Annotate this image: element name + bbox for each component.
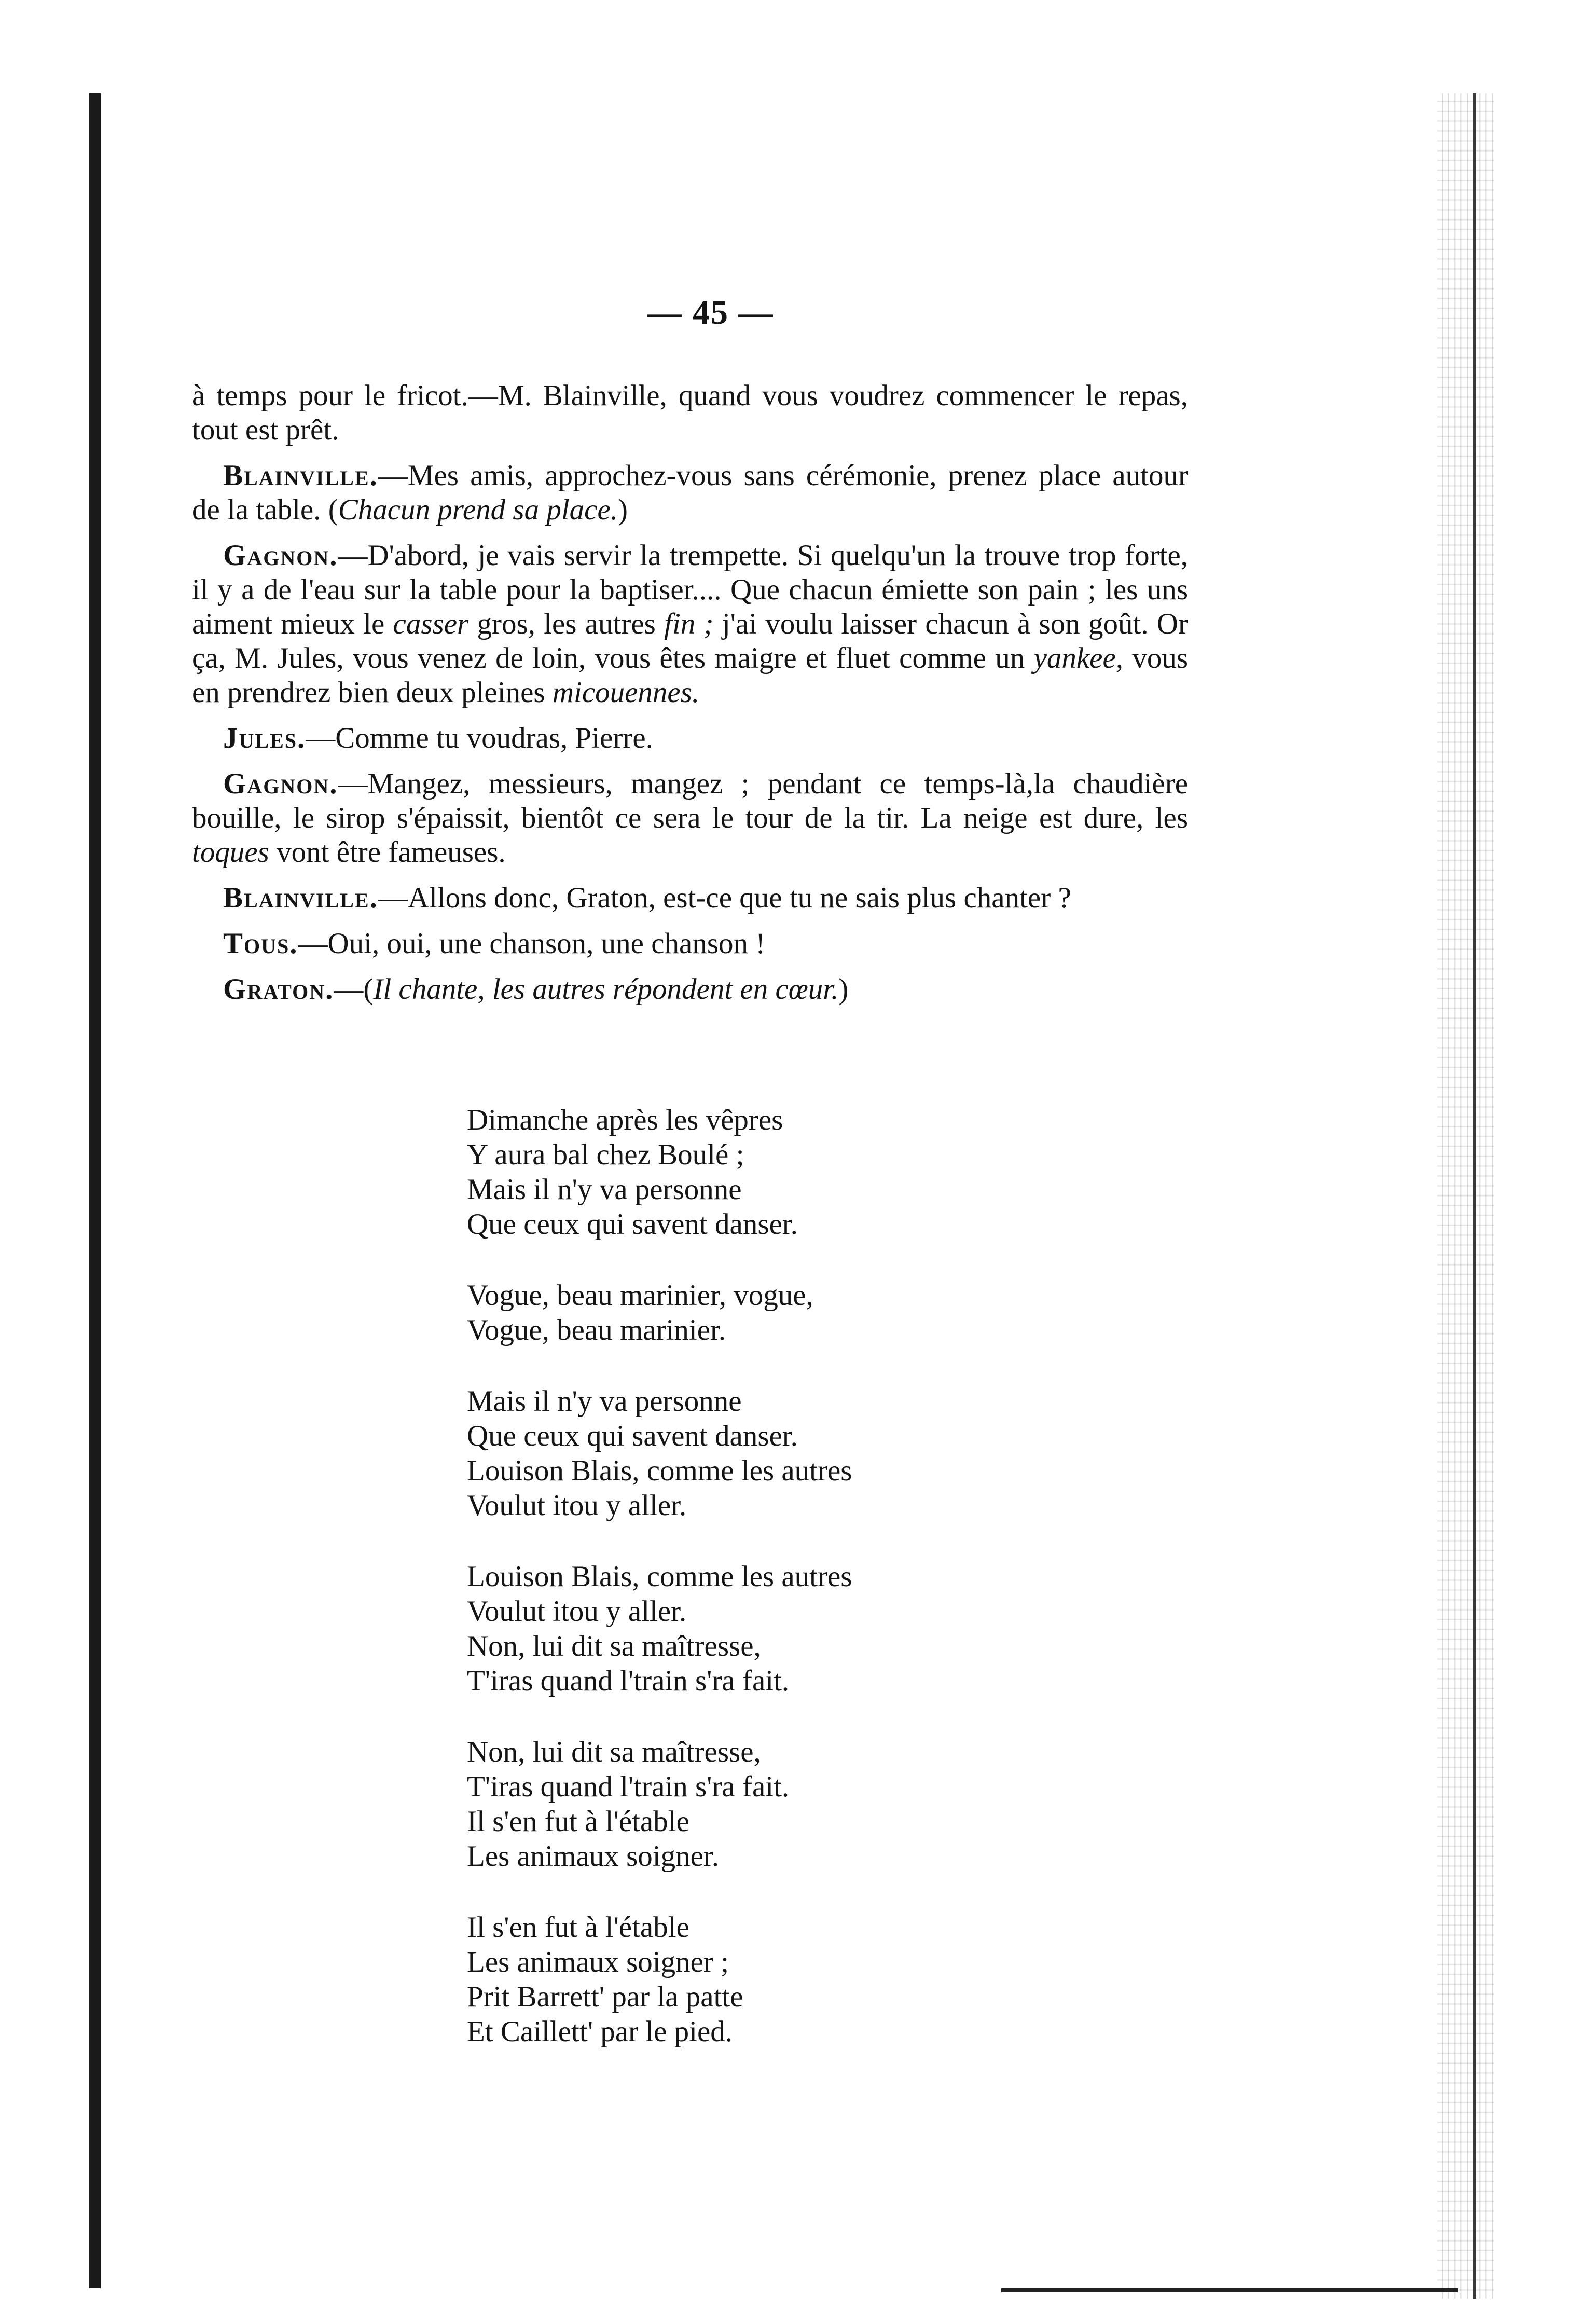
song-stanza	[467, 1910, 1141, 2049]
song-verse-line: Il s'en fut à l'étable	[467, 1911, 689, 1944]
dialogue-paragraph	[192, 767, 1188, 870]
song-verse-line: Louison Blais, comme les autres	[467, 1454, 852, 1487]
speaker-name: Tous.	[223, 927, 298, 960]
dialogue-text-segment: )	[618, 493, 628, 526]
dialogue-text-segment: gros, les autres	[468, 608, 665, 640]
dialogue-text-segment: vont être fameuses.	[269, 836, 506, 869]
page-number: — 45 —	[647, 294, 774, 332]
dialogue-text-segment: —Mangez, messieurs, mangez ; pendant ce temps-là,la chaudière bouille, le sirop s'épaissit, bientôt ce sera le tour de la tir. La neige est dure, les	[192, 767, 1188, 834]
italic-text: micouennes.	[552, 676, 700, 709]
song-verse-line: T'iras quand l'train s'ra fait.	[467, 1770, 790, 1803]
song-verse-line: Dimanche après les vêpres	[467, 1104, 783, 1136]
dialogue-text-segment: )	[838, 973, 849, 1006]
dialogue-text-segment: —(	[334, 973, 374, 1006]
speaker-name: Blainville.	[223, 459, 378, 492]
dialogue-text-segment: —Allons donc, Graton, est-ce que tu ne sais plus chanter ?	[378, 882, 1071, 914]
italic-text: Chacun prend sa place.	[338, 493, 618, 526]
italic-text: toques	[192, 836, 269, 869]
italic-text: Il chante, les autres répondent en cœur.	[373, 973, 839, 1006]
speaker-name: Graton.	[223, 973, 334, 1006]
song-verse-line: T'iras quand l'train s'ra fait.	[467, 1665, 790, 1697]
song-verse-line: Non, lui dit sa maîtresse,	[467, 1736, 761, 1768]
song-verse-line: Prit Barrett' par la patte	[467, 1981, 743, 2013]
italic-text: yankee,	[1033, 642, 1124, 675]
song-verse-line: Et Caillett' par le pied.	[467, 2015, 733, 2048]
speaker-name: Blainville.	[223, 882, 378, 914]
song-verse-line: Vogue, beau marinier.	[467, 1314, 726, 1346]
song-stanza	[467, 1559, 1141, 1698]
song-stanza	[467, 1735, 1141, 1874]
dialogue-paragraph	[192, 881, 1188, 915]
dialogue-paragraph	[192, 927, 1188, 961]
italic-text: casser	[393, 608, 469, 640]
song-verse-line: Vogue, beau marinier, vogue,	[467, 1279, 813, 1312]
dialogue-paragraph	[192, 721, 1188, 755]
speaker-name: Gagnon.	[223, 767, 338, 800]
dialogue-text	[192, 379, 1188, 1018]
dialogue-text-segment: vous en prendrez bien deux pleines	[192, 642, 1189, 709]
song-stanza	[467, 1278, 1141, 1347]
song-verse-line: Louison Blais, comme les autres	[467, 1560, 852, 1593]
dialogue-text-segment: —D'abord, je vais servir la trempette. Si quelqu'un la trouve trop forte, il y a de l'eau sur la table pour la baptiser.... Que chacun émiette son pain ; les uns aiment mieux le	[192, 539, 1188, 640]
dialogue-text-segment: —Comme tu voudras, Pierre.	[306, 722, 653, 754]
song-verse-line: Y aura bal chez Boulé ;	[467, 1138, 744, 1171]
dialogue-text-segment: —Oui, oui, une chanson, une chanson !	[298, 927, 766, 960]
song-verse-line: Non, lui dit sa maîtresse,	[467, 1630, 761, 1662]
dialogue-paragraph	[192, 379, 1188, 447]
song-verse-line: Mais il n'y va personne	[467, 1385, 742, 1418]
song-verse-line: Mais il n'y va personne	[467, 1173, 742, 1206]
song-verse-line: Il s'en fut à l'étable	[467, 1805, 689, 1838]
dialogue-paragraph	[192, 972, 1188, 1007]
song-stanza	[467, 1103, 1141, 1242]
song-verse-line: Voulut itou y aller.	[467, 1595, 687, 1628]
dialogue-text-segment: à temps pour le fricot.—M. Blainville, quand vous voudrez commencer le repas, tout est prêt.	[192, 379, 1188, 446]
binding-edge	[89, 93, 101, 2288]
song-verse-line: Les animaux soigner ;	[467, 1946, 729, 1978]
bottom-rule	[1001, 2288, 1458, 2292]
dialogue-text-segment: j'ai voulu laisser chacun à son goût. Or ça, M. Jules, vous venez de loin, vous êtes maigre et fluet comme un	[192, 608, 1189, 675]
song-verse-line: Que ceux qui savent danser.	[467, 1420, 798, 1452]
song-stanza	[467, 1384, 1141, 1523]
page-edge-shadow	[1437, 93, 1494, 2299]
speaker-name: Gagnon.	[223, 539, 338, 572]
song-verse-line: Les animaux soigner.	[467, 1840, 719, 1873]
song-verse-line: Voulut itou y aller.	[467, 1489, 687, 1522]
song-verse-line: Que ceux qui savent danser.	[467, 1208, 798, 1241]
dialogue-text-segment: —Mes amis, approchez-vous sans cérémonie, prenez place autour de la table. (	[192, 459, 1188, 526]
speaker-name: Jules.	[223, 722, 306, 754]
dialogue-paragraph	[192, 539, 1188, 710]
italic-text: fin ;	[664, 608, 714, 640]
song-lyrics	[467, 1103, 1141, 2085]
dialogue-paragraph	[192, 459, 1188, 527]
page-edge-line	[1473, 93, 1476, 2299]
